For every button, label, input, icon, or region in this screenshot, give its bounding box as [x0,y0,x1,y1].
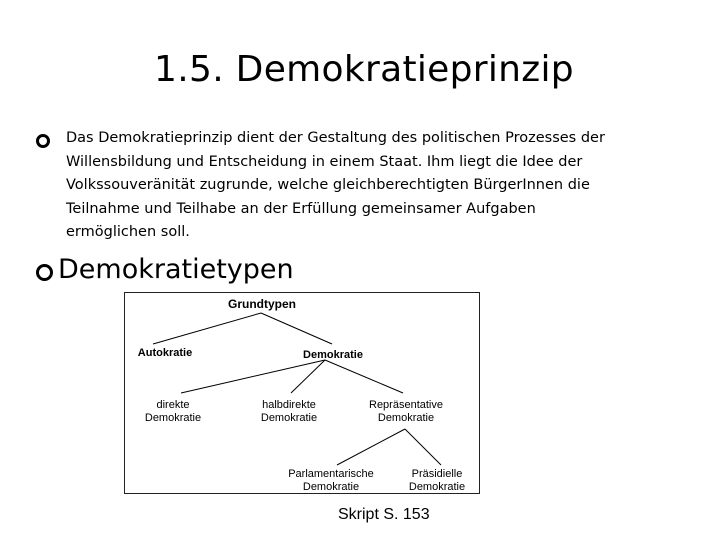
connector-line [325,360,403,393]
paragraph-line: ermöglichen soll. [66,224,190,240]
subheading: Demokratietypen [58,254,294,285]
node-demokratie: Demokratie [303,349,363,361]
node-autokratie: Autokratie [137,347,193,359]
connector-line [337,429,405,465]
connector-line [153,313,261,344]
democracy-types-diagram [124,292,480,494]
node-praesidielle-demokratie: Präsidielle Demokratie [408,468,466,493]
slide-title: 1.5. Demokratieprinzip [154,49,574,90]
bullet-paragraph [66,127,656,245]
bullet-circle-icon [36,264,53,281]
paragraph-line: Volkssouveränität zugrunde, welche gleichberechtigten BürgerInnen die [66,177,590,193]
paragraph-line: Willensbildung und Entscheidung in einem Staat. Ihm liegt die Idee der [66,153,583,170]
connector-line [405,429,441,465]
node-direkte-demokratie: direkte Demokratie [144,399,202,424]
connector-line [261,313,332,344]
node-parlamentarische-demokratie: Parlamentarische Demokratie [288,468,374,493]
paragraph-line: Teilnahme und Teilhabe an der Erfüllung gemeinsamer Aufgaben [66,200,536,217]
node-halbdirekte-demokratie: halbdirekte Demokratie [260,399,318,424]
bullet-circle-icon [36,134,50,148]
connector-line [181,360,325,393]
diagram-connectors [125,293,481,495]
node-grundtypen: Grundtypen [228,297,296,311]
source-caption: Skript S. 153 [338,506,430,523]
paragraph-line: Das Demokratieprinzip dient der Gestaltung des politischen Prozesses der [66,130,605,146]
connector-line [291,360,325,393]
node-repraesentative-demokratie: Repräsentative Demokratie [369,399,443,424]
